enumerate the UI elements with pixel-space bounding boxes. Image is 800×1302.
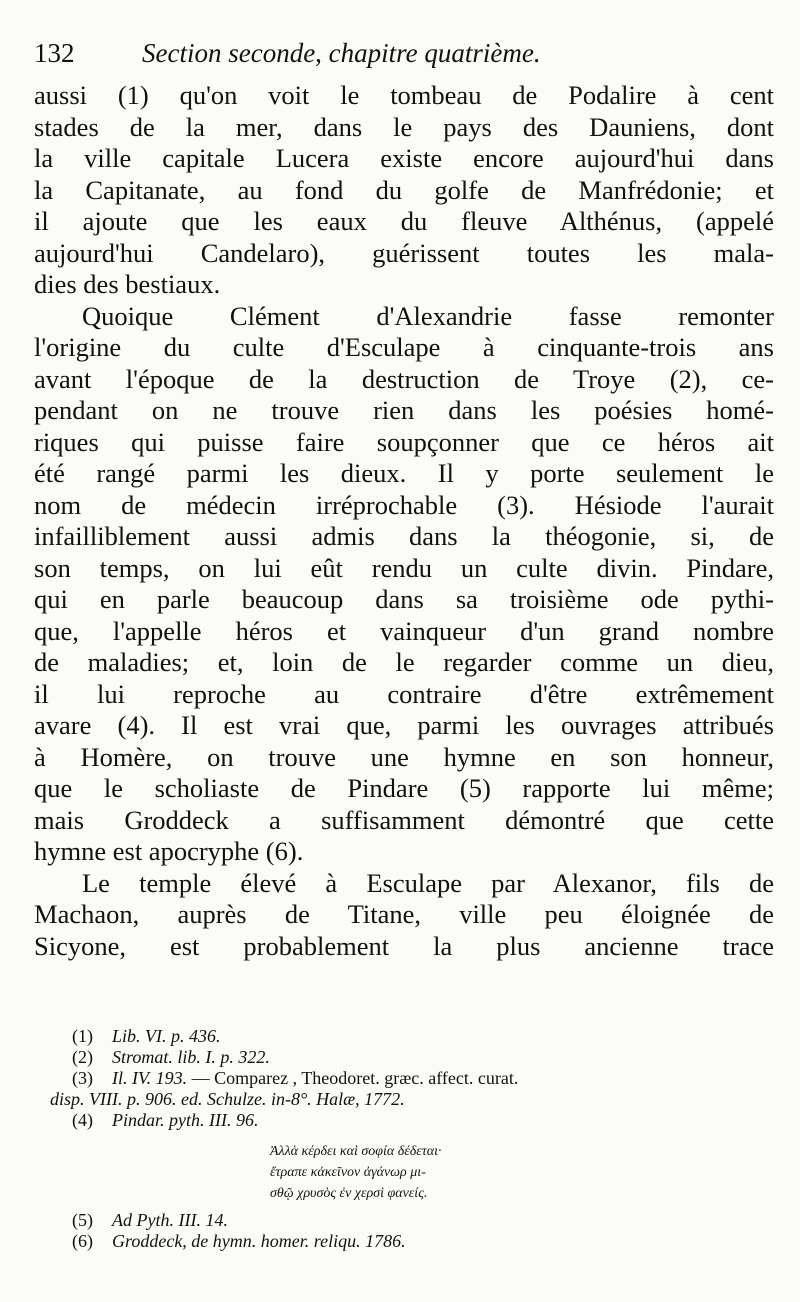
footnote-number: (4) — [72, 1110, 93, 1130]
text-line: nom de médecin irréprochable (3). Hésiode l'aurait — [34, 489, 774, 520]
text-line: aussi (1) qu'on voit le tombeau de Podalire à cent — [34, 80, 774, 110]
footnote-text: disp. VIII. p. 906. ed. Schulze. in-8°. Halæ, 1772. — [50, 1089, 405, 1109]
text-line: pendant on ne trouve rien dans les poésies homé- — [34, 395, 774, 425]
footnote-text: — Comparez , Theodoret. græc. affect. curat. — [191, 1068, 519, 1088]
footnote-number: (5) — [72, 1210, 93, 1230]
footnotes — [50, 1026, 770, 1252]
text-line: il ajoute que les eaux du fleuve Althénus, (appelé — [34, 206, 774, 236]
footnote-text: Lib. VI. p. 436. — [112, 1026, 221, 1046]
text-line: été rangé parmi les dieux. Il y porte seulement le — [34, 458, 774, 488]
footnote-number: (1) — [72, 1026, 93, 1046]
footnote-4 — [50, 1110, 770, 1131]
text-line: la ville capitale Lucera existe encore aujourd'hui dans — [34, 143, 774, 173]
text-line: que, l'appelle héros et vainqueur d'un grand nombre — [34, 615, 774, 646]
running-head: Section seconde, chapitre quatrième. — [142, 38, 541, 68]
footnote-text: Ad Pyth. III. 14. — [112, 1210, 228, 1230]
footnote-2 — [50, 1047, 770, 1068]
footnote-number: (2) — [72, 1047, 93, 1067]
text-line: aujourd'hui Candelaro), guérissent toutes les mala- — [34, 237, 774, 268]
page-number: 132 — [34, 38, 75, 68]
text-line: avare (4). Il est vrai que, parmi les ouvrages attribués — [34, 710, 774, 740]
text-line: avant l'époque de la destruction de Troye (2), ce- — [34, 363, 774, 394]
text-line: de maladies; et, loin de le regarder comme un dieu, — [34, 647, 774, 677]
text-line: mais Groddeck a suffisamment démontré que cette — [34, 804, 774, 835]
footnote-reference: Il. IV. 193. — [112, 1068, 188, 1088]
paragraph-start-line: Le temple élevé à Esculape par Alexanor, fils de — [82, 867, 774, 898]
footnote-1 — [50, 1026, 770, 1047]
text-line: Sicyone, est probablement la plus ancienne trace — [34, 930, 774, 961]
paragraph-start-line: Quoique Clément d'Alexandrie fasse remonter — [82, 300, 774, 331]
footnote-text: Groddeck, de hymn. homer. reliqu. 1786. — [112, 1231, 406, 1251]
text-line: il lui reproche au contraire d'être extrêmement — [34, 678, 774, 709]
footnote-text: Stromat. lib. I. p. 322. — [112, 1047, 270, 1067]
text-line: à Homère, on trouve une hymne en son honneur, — [34, 741, 774, 772]
greek-line: σθῷ χρυσὸς ἐν χερσὶ φανείς. — [270, 1186, 428, 1201]
text-line: son temps, on lui eût rendu un culte divin. Pindare, — [34, 552, 774, 583]
text-line: stades de la mer, dans le pays des Dauniens, dont — [34, 111, 774, 142]
text-line: hymne est apocryphe (6). — [34, 836, 304, 866]
greek-line: Ἀλλὰ κέρδει καὶ σοφία δέδεται· — [270, 1144, 442, 1159]
footnote-5 — [50, 1210, 770, 1231]
text-line: la Capitanate, au fond du golfe de Manfrédonie; et — [34, 174, 774, 205]
text-line: que le scholiaste de Pindare (5) rapporte lui même; — [34, 773, 774, 803]
page-header — [34, 38, 774, 78]
text-line: riques qui puisse faire soupçonner que ce héros ait — [34, 426, 774, 457]
footnote-6 — [50, 1231, 770, 1252]
footnote-text: Pindar. pyth. III. 96. — [112, 1110, 259, 1130]
text-line: l'origine du culte d'Esculape à cinquante-trois ans — [34, 332, 774, 362]
greek-line: ἔτραπε κἀκεῖνον ἀγάνωρ μι- — [270, 1165, 426, 1180]
body-text — [34, 80, 774, 962]
text-line: Machaon, auprès de Titane, ville peu éloignée de — [34, 899, 774, 929]
text-line: infailliblement aussi admis dans la théogonie, si, de — [34, 521, 774, 551]
footnote-3 — [50, 1068, 770, 1089]
greek-quotation — [50, 1141, 770, 1204]
footnote-number: (6) — [72, 1231, 93, 1251]
footnote-3-continuation — [50, 1089, 770, 1110]
text-line: qui en parle beaucoup dans sa troisième ode pythi- — [34, 584, 774, 614]
text-line: dies des bestiaux. — [34, 269, 221, 299]
footnote-number: (3) — [72, 1068, 93, 1088]
